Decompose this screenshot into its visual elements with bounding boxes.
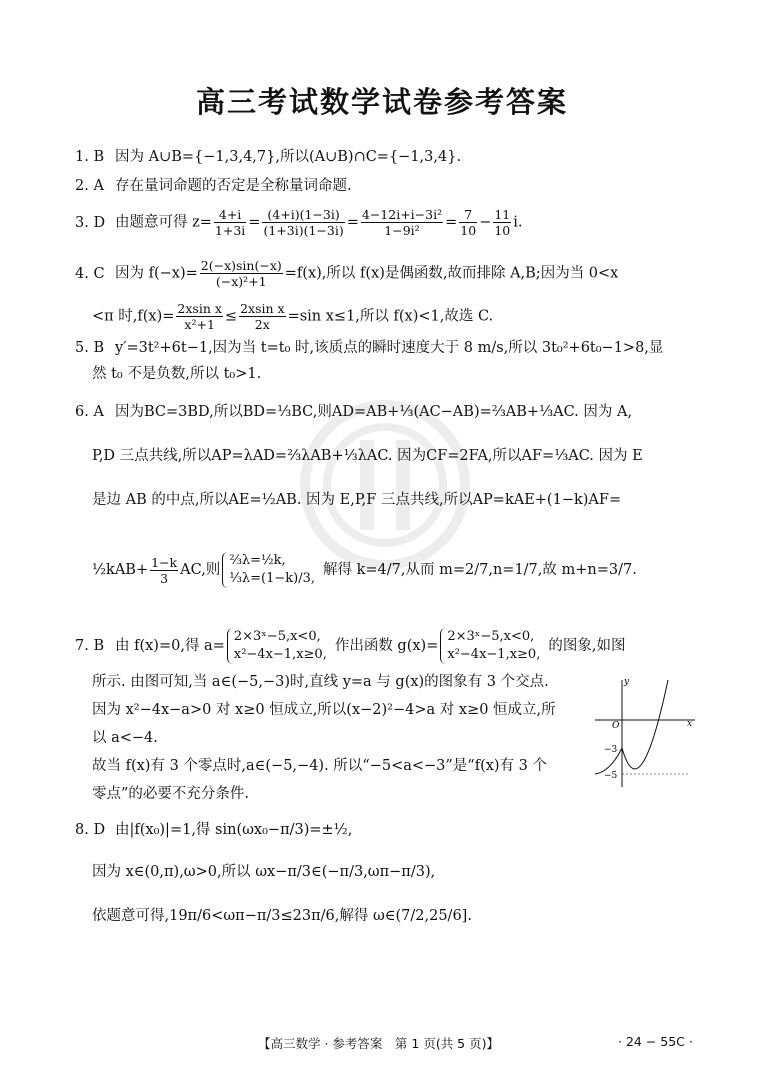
answer-7-line-1: 7. B 由 f(x)=0,得 a= 2×3ˣ−5,x<0, x²−4x−1,x≥0, 作出函数 g(x)= 2×3ˣ−5,x<0, x²−4x−1,x≥0, 的图象,如图 (75, 629, 626, 662)
tick-minus-5: −5 (604, 771, 618, 781)
origin-label: O (612, 721, 620, 731)
answer-7-line-2: 所示. 由图可知,当 a∈(−5,−3)时,直线 y=a 与 g(x)的图象有 3 个交点. (92, 674, 549, 690)
answer-4-line-2: <π 时,f(x)= $\frac{\text{2xsin x}}{\text{x²+1}}$ ≤ $\frac{\text{2xsin x}}{2x}$ =sin x≤1,所以 f(x)<1,故选 C. (92, 301, 494, 332)
answer-6-line-2: P,D 三点共线,所以AP=λAD=⅔λAB+⅓λAC. 因为CF=2FA,所以AF=⅓AC. 因为 E (92, 448, 643, 464)
page-title: 高三考试数学试卷参考答案 (195, 85, 568, 119)
answer-5-line-2: 然 t₀ 不是负数,所以 t₀>1. (92, 366, 262, 382)
answer-6-line-4: ½kAB+ $\frac{1-k}{3}$ AC,则 ⅔λ=½k, ⅓λ=(1−k)/3, 解得 k=4/7,从而 m=2/7,n=1/7,故 m+n=3/7. (92, 553, 637, 586)
fraction: $\frac{(4+i)(1-3i)}{(1+3i)(1-3i)}$ (263, 207, 344, 238)
answer-8-line-2: 因为 x∈(0,π),ω>0,所以 ωx−π/3∈(−π/3,ωπ−π/3), (92, 864, 436, 880)
fraction: $\frac{4+i}{1+3i}$ (214, 207, 246, 238)
answer-5-line-1: 5. B y′=3t²+6t−1,因为当 t=t₀ 时,该质点的瞬时速度大于 8 m/s,所以 3t₀²+6t₀−1>8,显 (75, 340, 664, 356)
answer-6-line-1: 6. A 因为BC=3BD,所以BD=⅓BC,则AD=AB+⅓(AC−AB)=⅔AB+⅓AC. 因为 A, (75, 404, 633, 420)
tick-minus-3: −3 (604, 745, 618, 755)
watermark-logo (300, 400, 470, 570)
answer-7-line-5: 故当 f(x)有 3 个零点时,a∈(−5,−4). 所以“−5<a<−3”是“f(x)有 3 个 (92, 758, 548, 774)
piecewise-1: 2×3ˣ−5,x<0, x²−4x−1,x≥0, (227, 628, 333, 664)
equation-system: ⅔λ=½k, ⅓λ=(1−k)/3, (222, 552, 321, 588)
answer-8-line-3: 依题意可得,19π/6<ωπ−π/3≤23π/6,解得 ω∈(7/2,25/6]. (92, 908, 472, 924)
fraction: $\frac{7}{10}$ (460, 207, 477, 238)
answer-7-line-3: 因为 x²−4x−a>0 对 x≥0 恒成立,所以(x−2)²−4>a 对 x≥0 恒成立,所 (92, 702, 556, 718)
fraction: $\frac{2(-x)\sin(-x)}{\text{(−x)²+1}}$ (200, 258, 282, 289)
answer-2: 2. A 存在量词命题的否定是全称量词命题. (75, 178, 352, 194)
fraction: $\frac{\text{4−12i+i−3i²}}{\text{1−9i²}}$ (361, 207, 443, 238)
answer-7-line-4: 以 a<−4. (92, 730, 158, 746)
answer-7-line-6: 零点”的必要不充分条件. (92, 786, 250, 802)
fraction: $\frac{\text{2xsin x}}{2x}$ (240, 301, 285, 332)
answer-8-line-1: 8. D 由|f(x₀)|=1,得 sin(ωx₀−π/3)=±½, (75, 822, 353, 838)
answer-1: 1. B 因为 A∪B={−1,3,4,7},所以(A∪B)∩C={−1,3,4}. (75, 149, 462, 165)
piecewise-2: 2×3ˣ−5,x<0, x²−4x−1,x≥0, (440, 628, 546, 664)
answer-6-line-3: 是边 AB 的中点,所以AE=½AB. 因为 E,P,F 三点共线,所以AP=kAE+(1−k)AF= (92, 492, 622, 508)
answer-3: 3. D 由题意可得 z= $\frac{4+i}{1+3i}$ = $\frac{(4+i)(1-3i)}{(1+3i)(1-3i)}$ = $\frac{\text{4−12i+i−3i²}}{\text{1−9i²}}$ = $\frac{7}{10}$ − $\frac{11}{10}$ i. (75, 207, 523, 238)
x-axis-label: x (687, 719, 693, 729)
function-graph (590, 672, 700, 792)
fraction: $\frac{1-k}{3}$ (151, 554, 178, 586)
y-axis-label: y (624, 677, 630, 687)
answer-4-line-1: 4. C 因为 f(−x)= $\frac{2(-x)\sin(-x)}{\text{(−x)²+1}}$ =f(x),所以 f(x)是偶函数,故而排除 A,B;因为当 0<x (75, 258, 619, 289)
fraction: $\frac{\text{2xsin x}}{\text{x²+1}}$ (177, 301, 222, 332)
fraction: $\frac{11}{10}$ (494, 207, 511, 238)
